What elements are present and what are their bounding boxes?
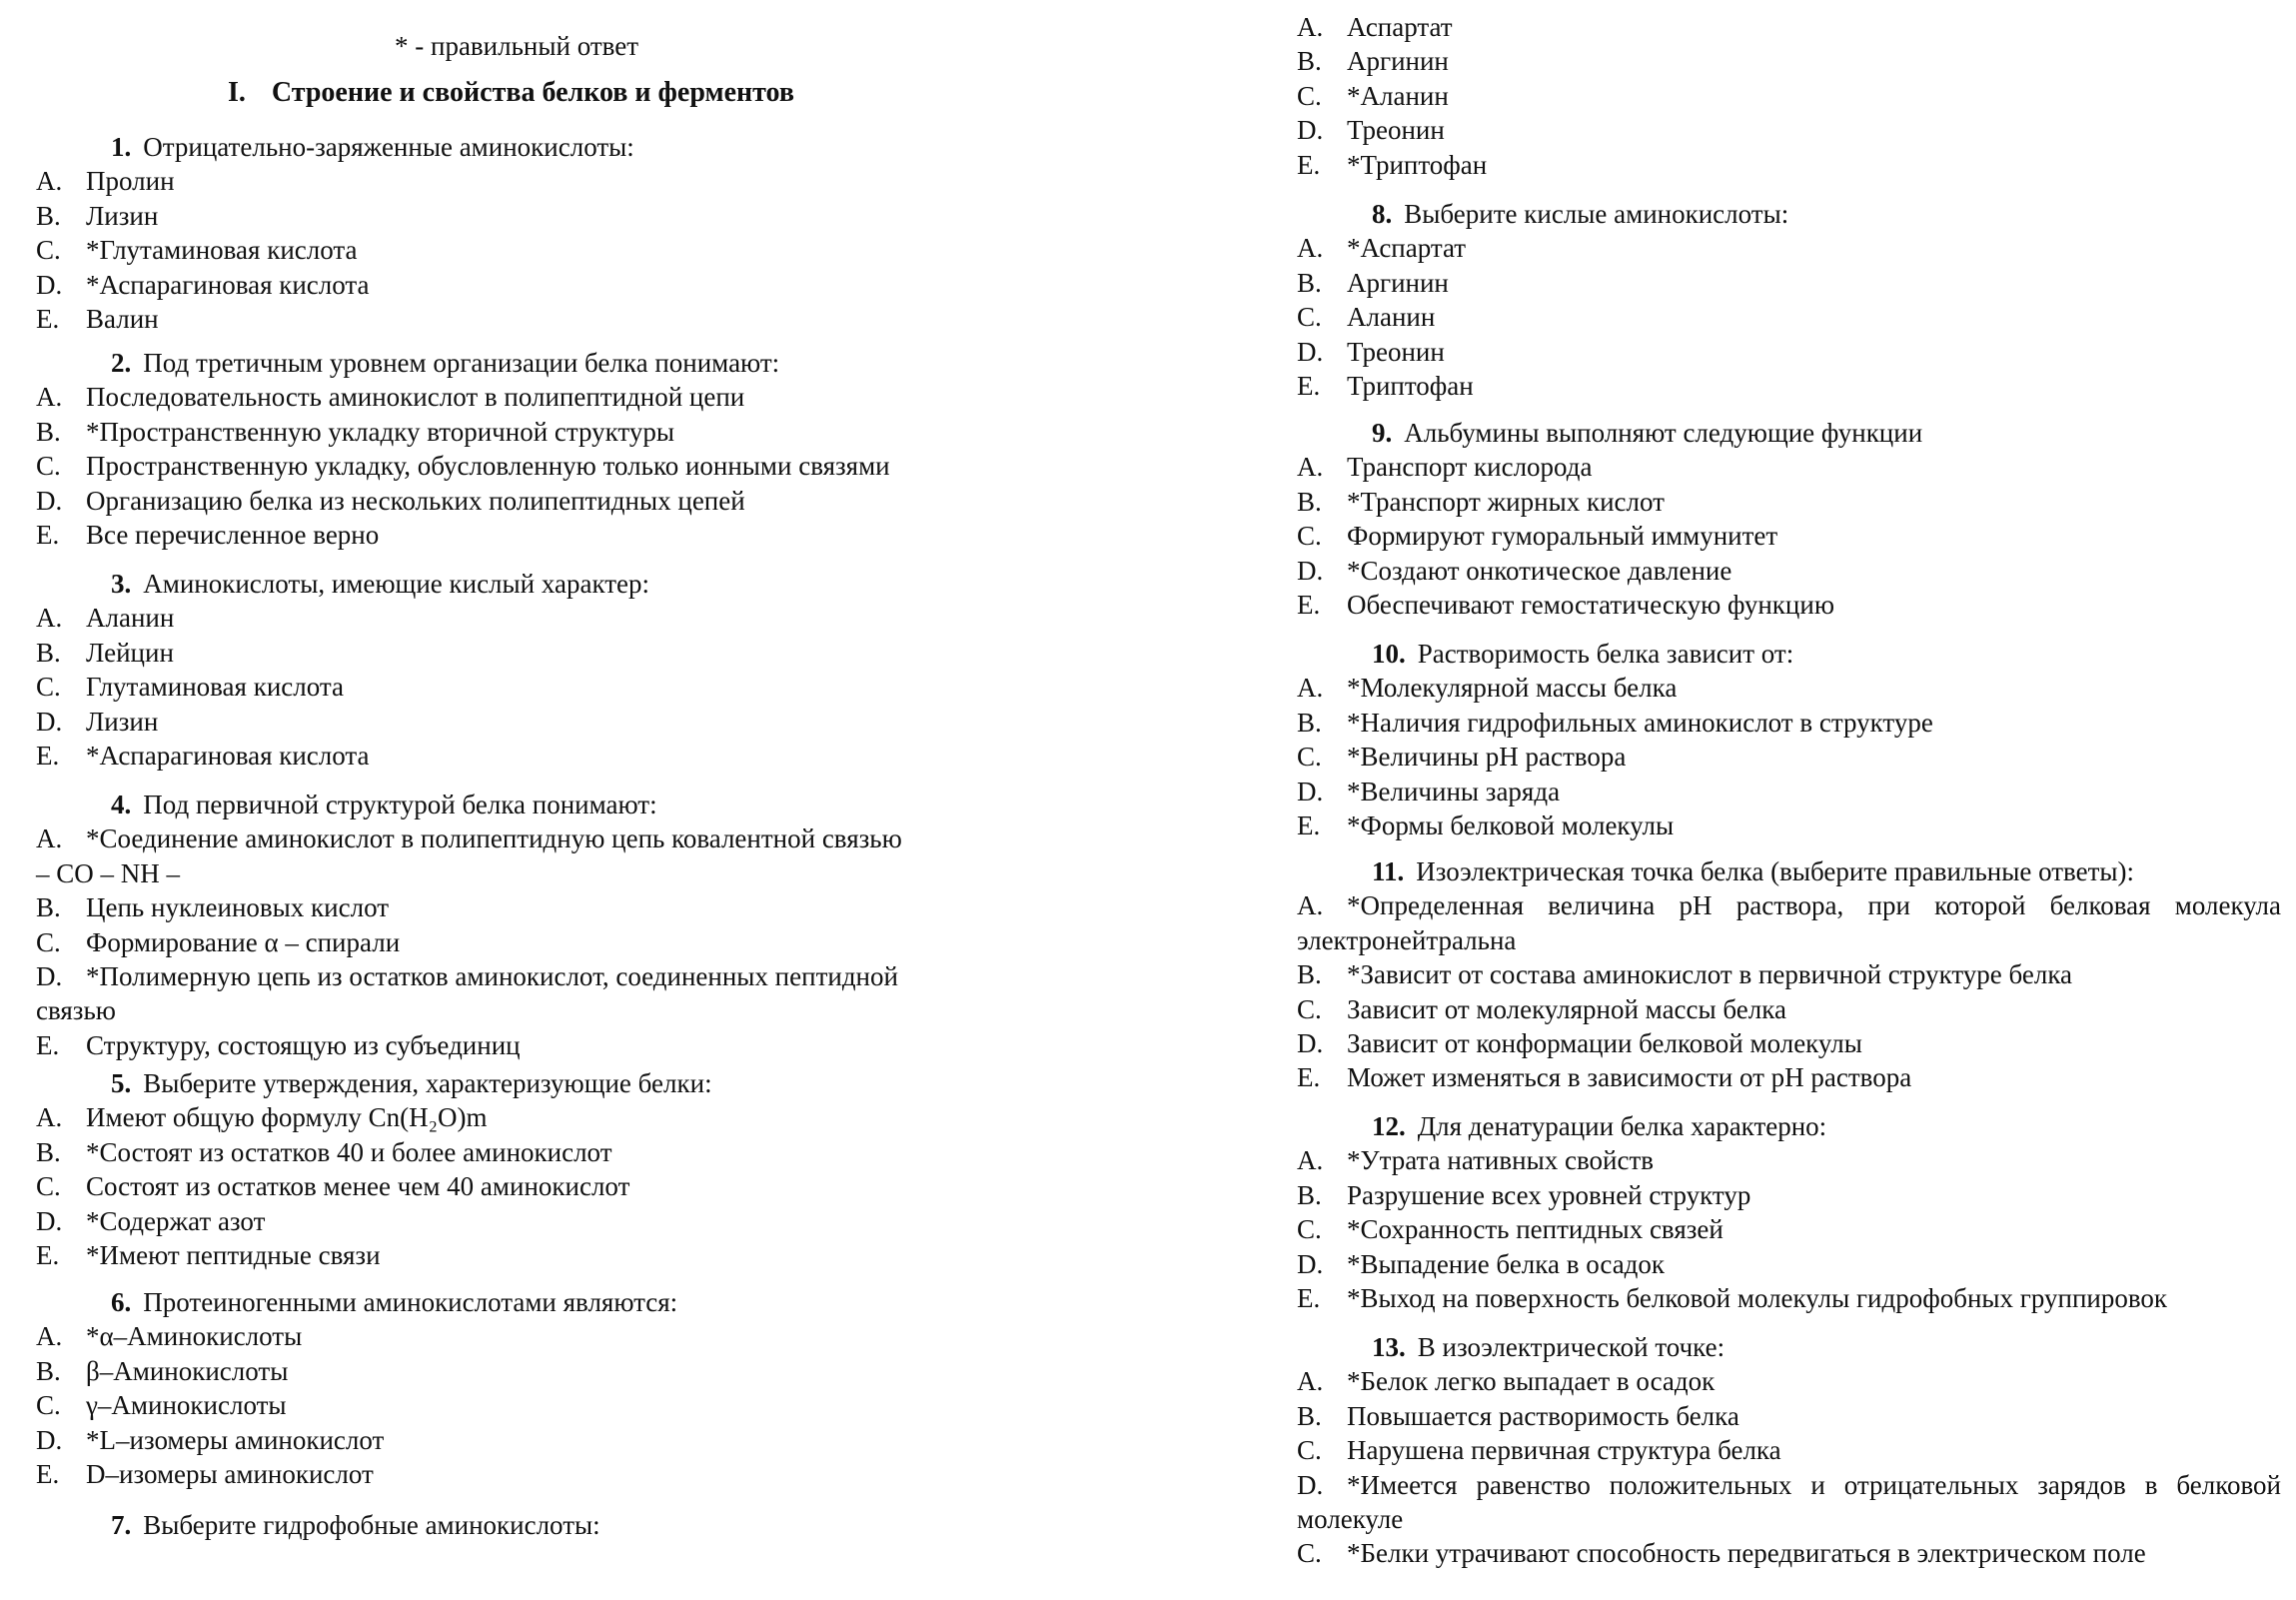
option-letter: C. bbox=[1297, 80, 1322, 111]
option-letter: A. bbox=[36, 823, 63, 854]
question-number: 7. bbox=[111, 1510, 132, 1540]
answer-option bbox=[1297, 957, 2281, 991]
question-title bbox=[36, 567, 1035, 601]
option-text: *Имеют пептидные связи bbox=[86, 1240, 381, 1271]
question-number: 2. bbox=[111, 348, 132, 378]
question-block bbox=[36, 1285, 1035, 1491]
option-text: Структуру, состоящую из субъединиц bbox=[86, 1029, 521, 1060]
question-text: Растворимость белка зависит от: bbox=[1417, 639, 1794, 669]
option-letter: B. bbox=[1297, 267, 1322, 298]
option-letter: B. bbox=[1297, 1400, 1322, 1431]
option-letter: D. bbox=[1297, 1248, 1324, 1279]
answer-option bbox=[36, 705, 1035, 739]
option-letter: D. bbox=[36, 485, 63, 516]
question-number: 3. bbox=[111, 569, 132, 599]
option-text: Может изменяться в зависимости от pH раствора bbox=[1347, 1062, 1912, 1093]
answer-option bbox=[36, 233, 1035, 267]
answer-option bbox=[1297, 1468, 2281, 1537]
answer-option bbox=[36, 890, 1035, 924]
option-letter: E. bbox=[1297, 149, 1321, 180]
option-text: *Имеется равенство положительных и отрицательных зарядов в белковой молекуле bbox=[1297, 1469, 2281, 1535]
question-number: 4. bbox=[111, 790, 132, 819]
question-title bbox=[1297, 637, 2281, 671]
option-text: Аргинин bbox=[1347, 46, 1449, 77]
question-text: Отрицательно-заряженные аминокислоты: bbox=[143, 132, 634, 162]
question-text: Для денатурации белка характерно: bbox=[1417, 1111, 1827, 1141]
option-text: Все перечисленное верно bbox=[86, 520, 380, 551]
option-text: Зависит от молекулярной массы белка bbox=[1347, 993, 1786, 1024]
option-letter: C. bbox=[1297, 1435, 1322, 1466]
question-number: 5. bbox=[111, 1068, 132, 1098]
option-text: *Аспарагиновая кислота bbox=[86, 269, 370, 300]
option-text: *Зависит от состава аминокислот в первичной структуре белка bbox=[1347, 959, 2073, 990]
question-number: 6. bbox=[111, 1287, 132, 1317]
option-text: Зависит от конформации белковой молекулы bbox=[1347, 1028, 1862, 1059]
question-text: Протеиногенными аминокислотами являются: bbox=[143, 1287, 678, 1317]
option-letter: D. bbox=[1297, 115, 1324, 146]
answer-option bbox=[1297, 706, 2281, 740]
option-letter: D. bbox=[36, 961, 63, 992]
answer-option bbox=[1297, 369, 2281, 403]
question-title bbox=[36, 346, 1035, 380]
option-text: *Содержат азот bbox=[86, 1205, 266, 1236]
option-letter: B. bbox=[36, 637, 61, 668]
answer-option bbox=[1297, 44, 2281, 78]
option-text: *Триптофан bbox=[1347, 149, 1488, 180]
option-text: Организацию белка из нескольких полипептидных цепей bbox=[86, 485, 745, 516]
answer-option bbox=[36, 1028, 1035, 1062]
answer-option bbox=[1297, 992, 2281, 1026]
option-letter: C. bbox=[36, 926, 61, 957]
option-letter: A. bbox=[1297, 1145, 1324, 1176]
question-text: Выберите кислые аминокислоты: bbox=[1404, 199, 1789, 229]
question-block bbox=[36, 1066, 1035, 1272]
option-text: D–изомеры аминокислот bbox=[86, 1459, 374, 1490]
option-letter: E. bbox=[1297, 590, 1321, 621]
question-number: 13. bbox=[1372, 1332, 1406, 1362]
option-text: Аспартат bbox=[1347, 12, 1453, 42]
answer-option bbox=[1297, 1433, 2281, 1467]
option-text: *L–изомеры аминокислот bbox=[86, 1424, 385, 1455]
answer-option bbox=[1297, 1364, 2281, 1398]
option-text: *Создают онкотическое давление bbox=[1347, 555, 1732, 586]
legend: * - правильный ответ bbox=[395, 31, 639, 61]
option-text: *Аспартат bbox=[1347, 233, 1467, 264]
answer-option bbox=[1297, 671, 2281, 705]
question-title bbox=[36, 1508, 1035, 1542]
option-letter: D. bbox=[36, 269, 63, 300]
option-letter: D. bbox=[36, 1424, 63, 1455]
answer-option bbox=[36, 601, 1035, 635]
option-letter: A. bbox=[36, 382, 63, 413]
answer-option bbox=[1297, 588, 2281, 622]
option-letter: E. bbox=[36, 304, 60, 335]
option-letter: B. bbox=[36, 892, 61, 923]
answer-option bbox=[1297, 1060, 2281, 1094]
option-text: *Утрата нативных свойств bbox=[1347, 1145, 1654, 1176]
answer-option bbox=[36, 1388, 1035, 1422]
option-letter: D. bbox=[1297, 1028, 1324, 1059]
question-text: Под третичным уровнем организации белка понимают: bbox=[143, 348, 780, 378]
option-text: – CO – NH – bbox=[36, 857, 181, 888]
question-title bbox=[36, 1285, 1035, 1319]
option-letter: A. bbox=[1297, 452, 1324, 483]
question-text: В изоэлектрической точке: bbox=[1417, 1332, 1725, 1362]
answer-option bbox=[1297, 485, 2281, 519]
option-letter: D. bbox=[1297, 776, 1324, 806]
option-text: Состоят из остатков менее чем 40 аминокислот bbox=[86, 1171, 630, 1202]
option-letter: C. bbox=[1297, 302, 1322, 333]
answer-option bbox=[1297, 300, 2281, 334]
question-text: Выберите гидрофобные аминокислоты: bbox=[143, 1510, 600, 1540]
answer-option bbox=[1297, 148, 2281, 182]
option-text: Лизин bbox=[86, 706, 159, 737]
option-text: Нарушена первичная структура белка bbox=[1347, 1435, 1781, 1466]
option-text: *Полимерную цепь из остатков аминокислот, соединенных пептидной bbox=[86, 961, 898, 992]
answer-option bbox=[1297, 1178, 2281, 1212]
question-text: Под первичной структурой белка понимают: bbox=[143, 790, 657, 819]
option-letter: E. bbox=[36, 1029, 60, 1060]
option-letter: A. bbox=[1297, 890, 1324, 921]
question-block bbox=[36, 788, 1035, 1062]
option-text: γ–Аминокислоты bbox=[86, 1390, 287, 1421]
option-text: *Сохранность пептидных связей bbox=[1347, 1214, 1723, 1245]
option-text: *Глутаминовая кислота bbox=[86, 235, 358, 266]
option-text: Аргинин bbox=[1347, 267, 1449, 298]
answer-option bbox=[36, 1319, 1035, 1353]
answer-option bbox=[36, 449, 1035, 483]
option-text: Аланин bbox=[1347, 302, 1436, 333]
answer-option bbox=[36, 380, 1035, 414]
answer-option bbox=[36, 739, 1035, 773]
option-text: Формируют гуморальный иммунитет bbox=[1347, 521, 1778, 552]
question-block bbox=[36, 130, 1035, 336]
option-text: связью bbox=[36, 995, 116, 1026]
answer-option bbox=[36, 1457, 1035, 1491]
option-text: Триптофан bbox=[1347, 371, 1474, 402]
option-text: *Выпадение белка в осадок bbox=[1347, 1248, 1666, 1279]
option-letter: D. bbox=[36, 1205, 63, 1236]
question-block bbox=[36, 1508, 1035, 1542]
option-letter: A. bbox=[36, 1102, 63, 1133]
answer-option bbox=[1297, 888, 2281, 957]
question-block bbox=[36, 346, 1035, 552]
option-letter: C. bbox=[1297, 1538, 1322, 1569]
option-letter: E. bbox=[36, 520, 60, 551]
option-text: *Аланин bbox=[1347, 80, 1449, 111]
answer-option bbox=[1297, 1026, 2281, 1060]
option-letter: B. bbox=[36, 1136, 61, 1167]
section-title-text: Строение и свойства белков и ферментов bbox=[271, 77, 794, 108]
question-text: Альбумины выполняют следующие функции bbox=[1404, 418, 1923, 448]
question-text: Изоэлектрическая точка белка (выберите правильные ответы): bbox=[1416, 856, 2135, 886]
option-text: Формирование α – спирали bbox=[86, 926, 401, 957]
question-block bbox=[1297, 10, 2281, 182]
question-block bbox=[1297, 197, 2281, 403]
question-block bbox=[36, 567, 1035, 773]
answer-option bbox=[36, 268, 1035, 302]
answer-option bbox=[36, 484, 1035, 518]
option-letter: B. bbox=[1297, 959, 1322, 990]
question-title bbox=[36, 1066, 1035, 1100]
option-text: Треонин bbox=[1347, 336, 1445, 367]
section-number: I. bbox=[228, 77, 246, 108]
option-letter: B. bbox=[1297, 46, 1322, 77]
option-letter: E. bbox=[1297, 810, 1321, 841]
answer-option bbox=[1297, 231, 2281, 265]
answer-option bbox=[1297, 450, 2281, 484]
question-title bbox=[1297, 1330, 2281, 1364]
option-text: Глутаминовая кислота bbox=[86, 672, 344, 703]
option-letter: A. bbox=[1297, 12, 1324, 42]
question-number: 9. bbox=[1372, 418, 1393, 448]
answer-option bbox=[36, 1204, 1035, 1238]
answer-option bbox=[36, 670, 1035, 704]
answer-option bbox=[36, 959, 1035, 993]
option-text: Пространственную укладку, обусловленную только ионными связями bbox=[86, 451, 890, 482]
question-title bbox=[36, 130, 1035, 164]
answer-option bbox=[36, 993, 1035, 1027]
answer-option bbox=[1297, 113, 2281, 147]
option-letter: B. bbox=[36, 1355, 61, 1386]
option-letter: C. bbox=[1297, 521, 1322, 552]
question-text: Аминокислоты, имеющие кислый характер: bbox=[143, 569, 650, 599]
option-text: *Величины заряда bbox=[1347, 776, 1561, 806]
answer-option bbox=[1297, 775, 2281, 808]
answer-option bbox=[36, 821, 1035, 855]
option-text: Транспорт кислорода bbox=[1347, 452, 1593, 483]
option-letter: A. bbox=[36, 166, 63, 197]
option-text: Повышается растворимость белка bbox=[1347, 1400, 1739, 1431]
option-text: Имеют общую формулу Cn(H₂O)m bbox=[86, 1102, 488, 1133]
answer-option bbox=[36, 164, 1035, 198]
option-letter: B. bbox=[36, 200, 61, 231]
answer-option bbox=[36, 856, 1035, 890]
answer-option bbox=[36, 1238, 1035, 1272]
option-text: *Аспарагиновая кислота bbox=[86, 741, 370, 772]
option-letter: C. bbox=[36, 1390, 61, 1421]
question-block bbox=[1297, 854, 2281, 1095]
answer-option bbox=[1297, 808, 2281, 842]
answer-option bbox=[36, 518, 1035, 552]
option-text: Лейцин bbox=[86, 637, 174, 668]
option-text: Разрушение всех уровней структур bbox=[1347, 1179, 1751, 1210]
option-letter: E. bbox=[1297, 1283, 1321, 1314]
option-letter: B. bbox=[1297, 1179, 1322, 1210]
option-text: *Белок легко выпадает в осадок bbox=[1347, 1366, 1716, 1397]
question-title bbox=[1297, 197, 2281, 231]
option-letter: C. bbox=[1297, 742, 1322, 773]
question-number: 10. bbox=[1372, 639, 1406, 669]
question-title bbox=[1297, 416, 2281, 450]
answer-option bbox=[36, 925, 1035, 959]
option-text: *Соединение аминокислот в полипептидную цепь ковалентной связью bbox=[86, 823, 902, 854]
answer-option bbox=[36, 1135, 1035, 1169]
option-letter: C. bbox=[36, 235, 61, 266]
option-text: Лизин bbox=[86, 200, 159, 231]
option-text: *Величины pH раствора bbox=[1347, 742, 1627, 773]
option-letter: D. bbox=[36, 706, 63, 737]
option-text: *Наличия гидрофильных аминокислот в структуре bbox=[1347, 707, 1933, 738]
answer-option bbox=[1297, 266, 2281, 300]
option-text: *Пространственную укладку вторичной структуры bbox=[86, 416, 674, 447]
answer-option bbox=[36, 1169, 1035, 1203]
answer-option bbox=[1297, 1399, 2281, 1433]
option-text: Аланин bbox=[86, 603, 175, 634]
option-letter: E. bbox=[1297, 1062, 1321, 1093]
question-block bbox=[1297, 1109, 2281, 1315]
answer-option bbox=[1297, 1281, 2281, 1315]
option-letter: E. bbox=[36, 1459, 60, 1490]
option-text: *Определенная величина pH раствора, при которой белковая молекула электронейтральна bbox=[1297, 890, 2281, 955]
option-letter: A. bbox=[1297, 673, 1324, 704]
option-letter: A. bbox=[1297, 1366, 1324, 1397]
question-block bbox=[1297, 416, 2281, 622]
question-title bbox=[1297, 1109, 2281, 1143]
answer-option bbox=[36, 199, 1035, 233]
option-letter: C. bbox=[1297, 993, 1322, 1024]
option-letter: A. bbox=[36, 1321, 63, 1352]
answer-option bbox=[36, 1100, 1035, 1134]
option-letter: B. bbox=[36, 416, 61, 447]
answer-option bbox=[1297, 1536, 2281, 1570]
option-text: *Формы белковой молекулы bbox=[1347, 810, 1675, 841]
option-letter: A. bbox=[36, 603, 63, 634]
question-block bbox=[1297, 1330, 2281, 1571]
answer-option bbox=[1297, 1247, 2281, 1281]
answer-option bbox=[1297, 1143, 2281, 1177]
option-letter: E. bbox=[1297, 371, 1321, 402]
question-number: 8. bbox=[1372, 199, 1393, 229]
question-number: 1. bbox=[111, 132, 132, 162]
option-text: Последовательность аминокислот в полипептидной цепи bbox=[86, 382, 745, 413]
option-letter: C. bbox=[36, 1171, 61, 1202]
option-text: *Молекулярной массы белка bbox=[1347, 673, 1678, 704]
answer-option bbox=[36, 415, 1035, 449]
option-text: *Белки утрачивают способность передвигаться в электрическом поле bbox=[1347, 1538, 2146, 1569]
option-text: Треонин bbox=[1347, 115, 1445, 146]
option-text: Цепь нуклеиновых кислот bbox=[86, 892, 390, 923]
option-letter: C. bbox=[1297, 1214, 1322, 1245]
answer-option bbox=[1297, 740, 2281, 774]
option-text: *Состоят из остатков 40 и более аминокислот bbox=[86, 1136, 612, 1167]
option-letter: E. bbox=[36, 1240, 60, 1271]
question-title bbox=[1297, 854, 2281, 888]
answer-option bbox=[1297, 335, 2281, 369]
option-text: β–Аминокислоты bbox=[86, 1355, 289, 1386]
answer-option bbox=[36, 1354, 1035, 1388]
answer-option bbox=[1297, 79, 2281, 113]
option-letter: C. bbox=[36, 451, 61, 482]
answer-option bbox=[1297, 1212, 2281, 1246]
answer-option bbox=[1297, 554, 2281, 588]
option-text: *Выход на поверхность белковой молекулы гидрофобных группировок bbox=[1347, 1283, 2168, 1314]
option-letter: D. bbox=[1297, 336, 1324, 367]
option-letter: B. bbox=[1297, 486, 1322, 517]
question-number: 12. bbox=[1372, 1111, 1406, 1141]
option-letter: D. bbox=[1297, 1469, 1324, 1500]
question-number: 11. bbox=[1372, 856, 1405, 886]
option-letter: C. bbox=[36, 672, 61, 703]
option-letter: A. bbox=[1297, 233, 1324, 264]
answer-option bbox=[36, 636, 1035, 670]
option-text: Пролин bbox=[86, 166, 175, 197]
option-text: *α–Аминокислоты bbox=[86, 1321, 303, 1352]
answer-option bbox=[36, 1423, 1035, 1457]
answer-option bbox=[1297, 519, 2281, 553]
option-letter: B. bbox=[1297, 707, 1322, 738]
option-letter: D. bbox=[1297, 555, 1324, 586]
answer-option bbox=[1297, 10, 2281, 44]
question-text: Выберите утверждения, характеризующие белки: bbox=[143, 1068, 712, 1098]
option-text: *Транспорт жирных кислот bbox=[1347, 486, 1665, 517]
question-block bbox=[1297, 637, 2281, 842]
answer-option bbox=[36, 302, 1035, 336]
option-text: Обеспечивают гемостатическую функцию bbox=[1347, 590, 1834, 621]
section-title bbox=[228, 77, 794, 109]
option-text: Валин bbox=[86, 304, 159, 335]
question-title bbox=[36, 788, 1035, 821]
option-letter: E. bbox=[36, 741, 60, 772]
